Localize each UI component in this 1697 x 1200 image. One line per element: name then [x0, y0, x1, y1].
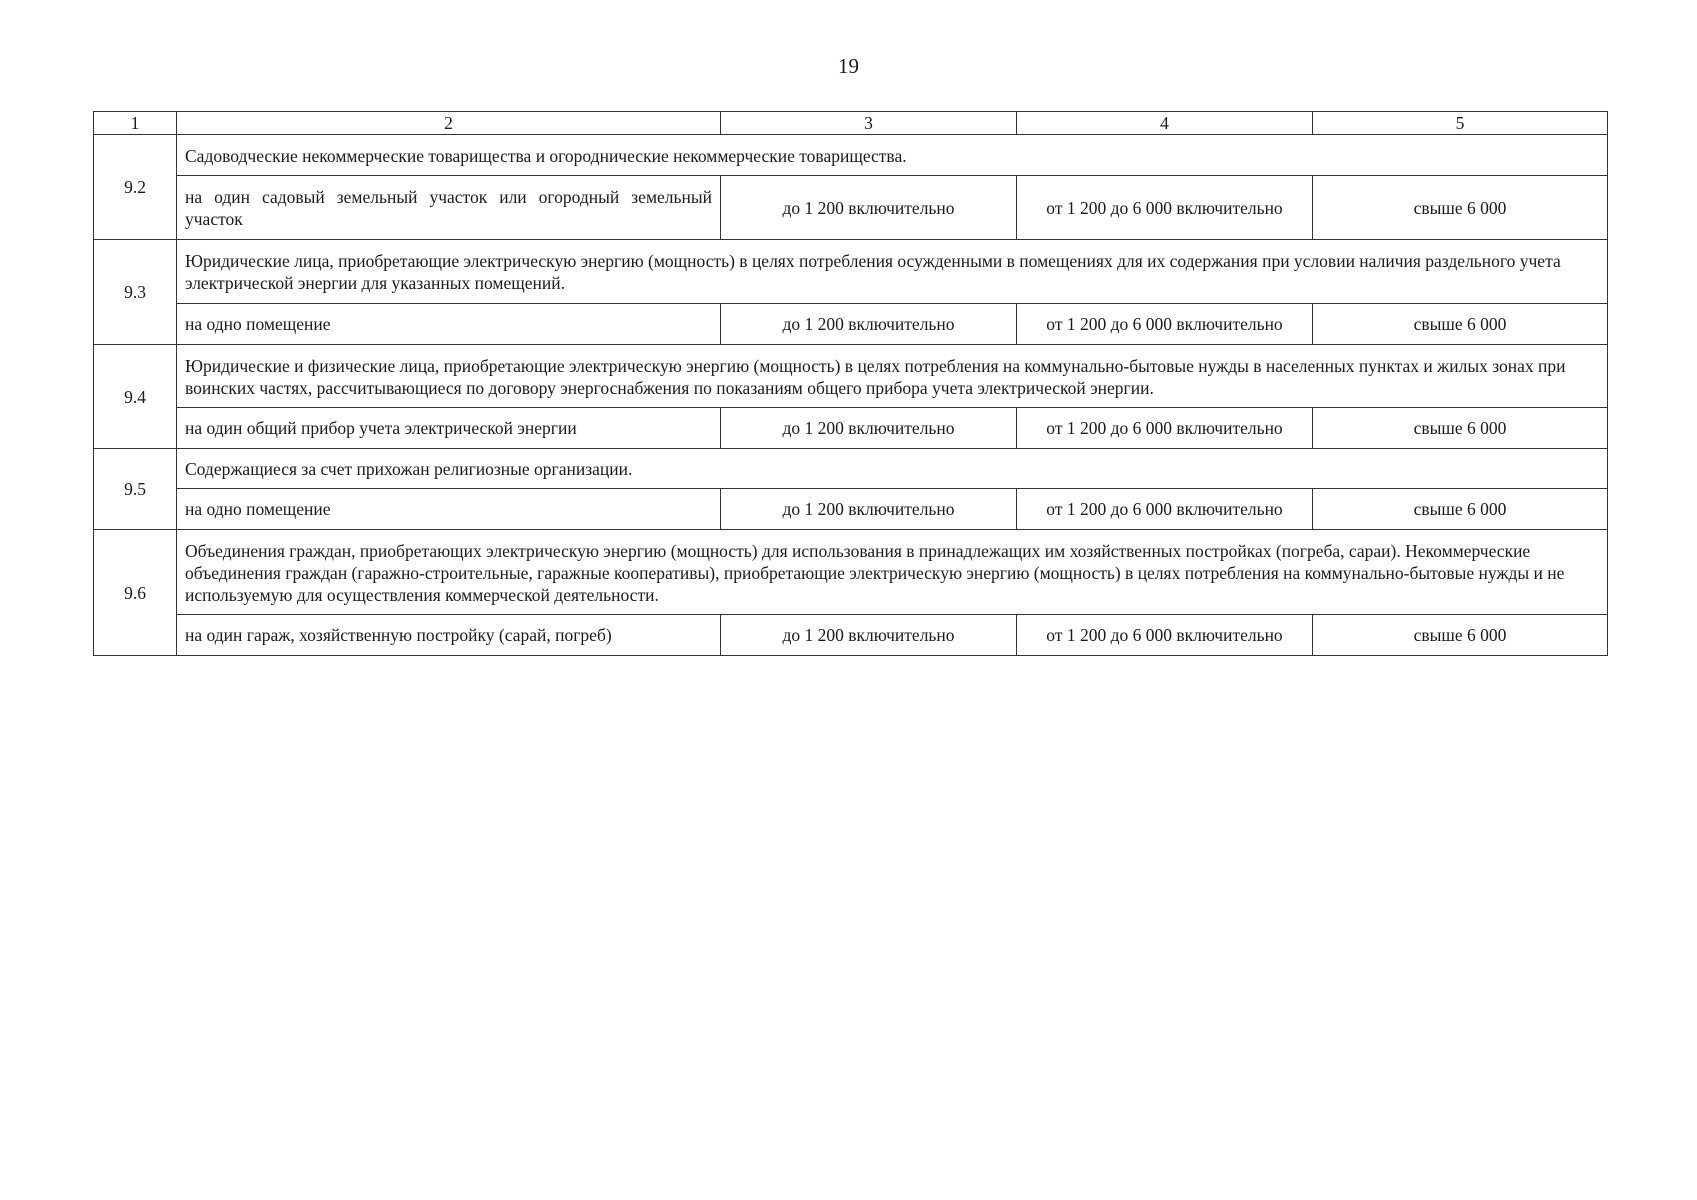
row-number: 9.3 [94, 240, 177, 345]
range-low-cell: до 1 200 включительно [721, 408, 1017, 449]
group-description: Юридические лица, приобретающие электрическую энергию (мощность) в целях потребления осужденными в помещениях для их содержания при условии наличия раздельного учета электрической энергии для указанных помещений. [177, 240, 1608, 304]
table-row [94, 345, 1608, 408]
range-low-cell: до 1 200 включительно [721, 615, 1017, 656]
unit-cell: на один общий прибор учета электрической энергии [177, 408, 721, 449]
group-description: Юридические и физические лица, приобретающие электрическую энергию (мощность) в целях потребления на коммунально-бытовые нужды в населенных пунктах и жилых зонах при воинских частях, рассчитывающиеся по договору энергоснабжения по показаниям общего прибора учета электрической энергии. [177, 345, 1608, 408]
table-row [94, 615, 1608, 656]
range-high-cell: свыше 6 000 [1313, 408, 1608, 449]
unit-cell: на одно помещение [177, 489, 721, 530]
range-mid-cell: от 1 200 до 6 000 включительно [1017, 176, 1313, 240]
range-low-cell: до 1 200 включительно [721, 489, 1017, 530]
column-header: 3 [721, 112, 1017, 135]
unit-cell: на одно помещение [177, 304, 721, 345]
table-row [94, 176, 1608, 240]
range-mid-cell: от 1 200 до 6 000 включительно [1017, 489, 1313, 530]
row-number: 9.2 [94, 135, 177, 240]
column-header: 1 [94, 112, 177, 135]
row-number: 9.5 [94, 449, 177, 530]
range-high-cell: свыше 6 000 [1313, 176, 1608, 240]
table-row [94, 489, 1608, 530]
range-mid-cell: от 1 200 до 6 000 включительно [1017, 304, 1313, 345]
table-row [94, 304, 1608, 345]
range-mid-cell: от 1 200 до 6 000 включительно [1017, 615, 1313, 656]
table-row [94, 135, 1608, 176]
unit-cell: на один садовый земельный участок или огородный земельный участок [177, 176, 721, 240]
row-number: 9.6 [94, 530, 177, 656]
column-header-row [94, 112, 1608, 135]
group-description: Садоводческие некоммерческие товарищества и огороднические некоммерческие товарищества. [177, 135, 1608, 176]
range-high-cell: свыше 6 000 [1313, 615, 1608, 656]
group-description: Содержащиеся за счет прихожан религиозные организации. [177, 449, 1608, 489]
table-row [94, 408, 1608, 449]
unit-cell: на один гараж, хозяйственную постройку (сарай, погреб) [177, 615, 721, 656]
range-low-cell: до 1 200 включительно [721, 176, 1017, 240]
range-high-cell: свыше 6 000 [1313, 304, 1608, 345]
page-number: 19 [838, 54, 859, 78]
table-row [94, 449, 1608, 489]
range-low-cell: до 1 200 включительно [721, 304, 1017, 345]
range-high-cell: свыше 6 000 [1313, 489, 1608, 530]
row-number: 9.4 [94, 345, 177, 449]
table-row [94, 530, 1608, 615]
column-header: 5 [1313, 112, 1608, 135]
group-description: Объединения граждан, приобретающих электрическую энергию (мощность) для использования в принадлежащих им хозяйственных постройках (погреба, сараи). Некоммерческие объединения граждан (гаражно-строительные, гаражные кооперативы), приобретающие электрическую энергию (мощность) в целях потребления на коммунально-бытовые нужды и не используемую для осуществления коммерческой деятельности. [177, 530, 1608, 615]
table-row [94, 240, 1608, 304]
column-header: 4 [1017, 112, 1313, 135]
column-header: 2 [177, 112, 721, 135]
range-mid-cell: от 1 200 до 6 000 включительно [1017, 408, 1313, 449]
tariff-table [93, 111, 1608, 656]
